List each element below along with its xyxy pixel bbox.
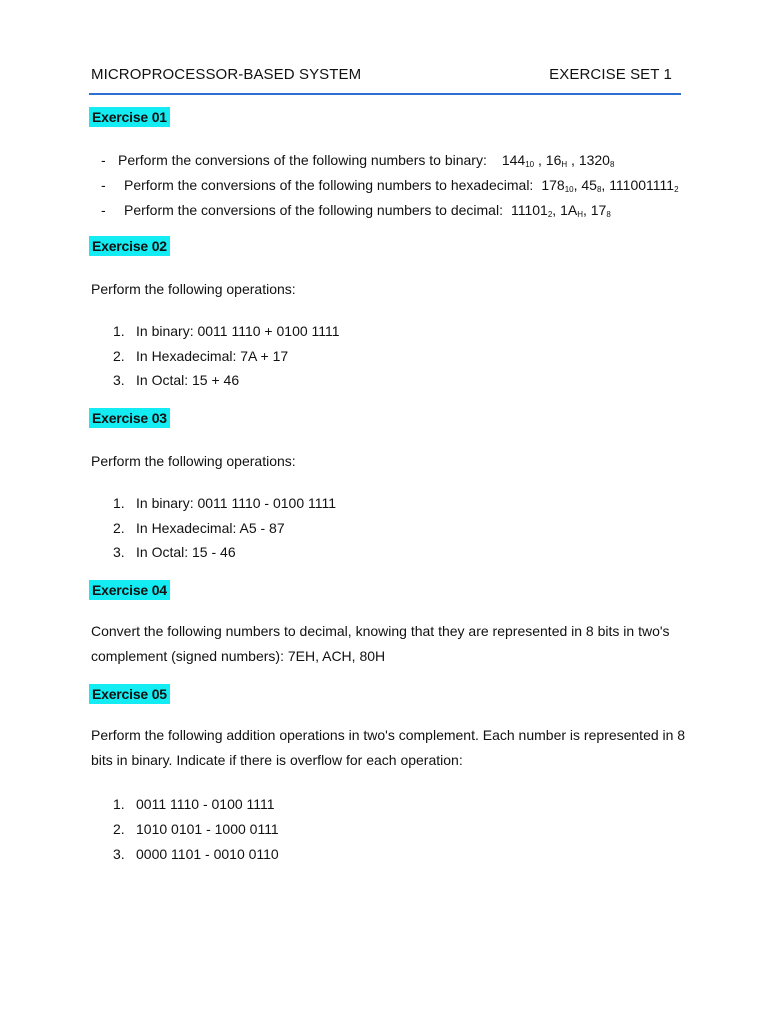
ex03-item-2: In Hexadecimal: A5 - 87 bbox=[136, 520, 285, 536]
exercise-03-heading: Exercise 03 bbox=[89, 408, 170, 428]
ex01-item-3-text: Perform the conversions of the following numbers to decimal: bbox=[124, 202, 503, 218]
number-value: 16 bbox=[545, 152, 562, 168]
number-base-subscript: 8 bbox=[609, 160, 615, 169]
ex03-intro: Perform the following operations: bbox=[91, 453, 296, 469]
number-value: 11101 bbox=[510, 202, 548, 218]
ex02-item-2: In Hexadecimal: 7A + 17 bbox=[136, 348, 289, 364]
ex01-item-3 bbox=[124, 201, 611, 219]
exercise-set-label: EXERCISE SET 1 bbox=[549, 66, 672, 83]
document-title: MICROPROCESSOR-BASED SYSTEM bbox=[91, 66, 362, 83]
exercise-02-heading: Exercise 02 bbox=[89, 236, 170, 256]
number-value: 144 bbox=[501, 152, 526, 168]
number-value: 17 bbox=[590, 202, 607, 218]
ex01-item-3-numbers: $11101_2$, $1A_H$, $17_8$ bbox=[510, 202, 611, 219]
ex03-item-3-number: 3. bbox=[113, 544, 125, 560]
ex02-item-1-number: 1. bbox=[113, 323, 125, 339]
ex02-item-2-number: 2. bbox=[113, 348, 125, 364]
number-base-subscript: 8 bbox=[596, 185, 602, 194]
ex01-item-2-text: Perform the conversions of the following numbers to hexadecimal: bbox=[124, 177, 534, 193]
document-header bbox=[91, 66, 672, 83]
ex01-dash-1: - bbox=[101, 152, 106, 168]
number-value: 111001111 bbox=[609, 177, 675, 193]
number-base-subscript: 2 bbox=[547, 210, 553, 219]
number-base-subscript: 10 bbox=[564, 185, 574, 194]
ex01-item-1 bbox=[118, 151, 614, 169]
exercise-01-heading: Exercise 01 bbox=[89, 107, 170, 127]
number-base-subscript: 8 bbox=[606, 210, 611, 219]
exercise-04-heading: Exercise 04 bbox=[89, 580, 170, 600]
ex05-item-1-number: 1. bbox=[113, 796, 125, 812]
ex02-item-1: In binary: 0011 1110 + 0100 1111 bbox=[136, 323, 340, 339]
number-base-subscript: 10 bbox=[525, 160, 535, 169]
ex03-item-2-number: 2. bbox=[113, 520, 125, 536]
ex01-item-1-text: Perform the conversions of the following numbers to binary: bbox=[118, 152, 487, 168]
ex05-item-1: 0011 1110 - 0100 1111 bbox=[136, 796, 275, 812]
ex02-item-3: In Octal: 15 + 46 bbox=[136, 372, 240, 388]
ex02-intro: Perform the following operations: bbox=[91, 281, 296, 297]
exercise-05-heading: Exercise 05 bbox=[89, 684, 170, 704]
ex01-item-1-numbers: $144_{10}$ , $16_H$ , $1320_8$ bbox=[501, 152, 615, 169]
ex03-item-1: In binary: 0011 1110 - 0100 1111 bbox=[136, 495, 337, 511]
header-rule bbox=[89, 93, 681, 95]
ex01-item-2 bbox=[124, 176, 679, 194]
number-value: 178 bbox=[541, 177, 565, 193]
ex01-dash-3: - bbox=[101, 202, 106, 218]
ex05-text: Perform the following addition operations in two's complement. Each number is represented in 8 bits in binary. Indicate if there is overflow for each operation: bbox=[91, 727, 686, 768]
number-base-subscript: H bbox=[561, 160, 568, 169]
number-value: 45 bbox=[581, 177, 597, 193]
ex01-item-2-numbers: $178_{10}$, $45_8$, $111001111_2$ bbox=[541, 177, 679, 194]
number-value: 1A bbox=[560, 202, 578, 218]
number-base-subscript: 2 bbox=[674, 185, 679, 194]
number-value: 1320 bbox=[578, 152, 610, 168]
ex03-item-3: In Octal: 15 - 46 bbox=[136, 544, 236, 560]
ex03-item-1-number: 1. bbox=[113, 495, 125, 511]
ex01-dash-2: - bbox=[101, 177, 106, 193]
ex05-item-3: 0000 1101 - 0010 0110 bbox=[136, 846, 279, 862]
ex02-item-3-number: 3. bbox=[113, 372, 125, 388]
ex05-item-2-number: 2. bbox=[113, 821, 125, 837]
ex04-text: Convert the following numbers to decimal, knowing that they are represented in 8 bits in two's complement (signed numbers): 7EH, ACH, 80H bbox=[91, 623, 670, 664]
ex05-item-2: 1010 0101 - 1000 0111 bbox=[136, 821, 279, 837]
ex05-item-3-number: 3. bbox=[113, 846, 125, 862]
number-base-subscript: H bbox=[577, 210, 583, 219]
